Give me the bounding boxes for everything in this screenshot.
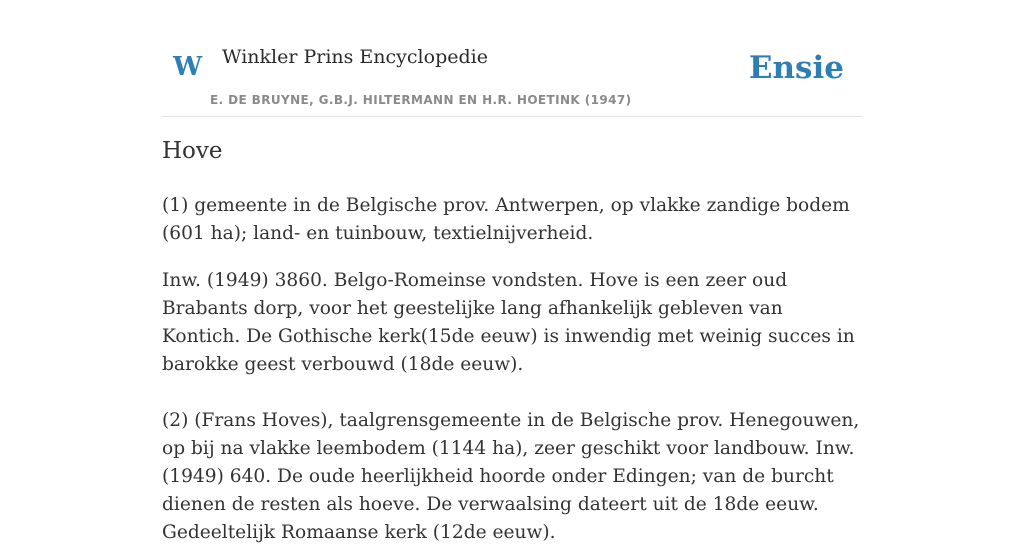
encyclopedia-title[interactable]: Winkler Prins Encyclopedie <box>222 46 488 68</box>
site-header <box>162 30 862 117</box>
encyclopedia-authors: E. DE BRUYNE, G.B.J. HILTERMANN EN H.R. HOETINK (1947) <box>210 93 632 107</box>
article-paragraph: (2) (Frans Hoves), taalgrensgemeente in de Belgische prov. Henegouwen, op bij na vlakke leembodem (1144 ha), zeer geschikt voor landbouw. Inw. (1949) 640. De oude heerlijkheid hoorde onder Edingen; van de burcht dienen de resten als hoeve. De verwaalsing dateert uit de 18de eeuw. Gedeeltelijk Romaanse kerk (12de eeuw). <box>162 410 860 543</box>
encyclopedia-logo[interactable]: W <box>173 52 203 82</box>
article-paragraph: Inw. (1949) 3860. Belgo-Romeinse vondsten. Hove is een zeer oud Brabants dorp, voor het geestelijke lang afhankelijk gebleven van Kontich. De Gothische kerk(15de eeuw) is inwendig met weinig succes in barokke geest verbouwd (18de eeuw). <box>162 270 855 375</box>
article-paragraph: (1) gemeente in de Belgische prov. Antwerpen, op vlakke zandige bodem (601 ha); land- en tuinbouw, textielnijverheid. <box>162 195 850 244</box>
article-body <box>162 192 862 547</box>
article-title: Hove <box>162 138 223 164</box>
ensie-brand-logo[interactable]: Ensie <box>748 50 844 86</box>
